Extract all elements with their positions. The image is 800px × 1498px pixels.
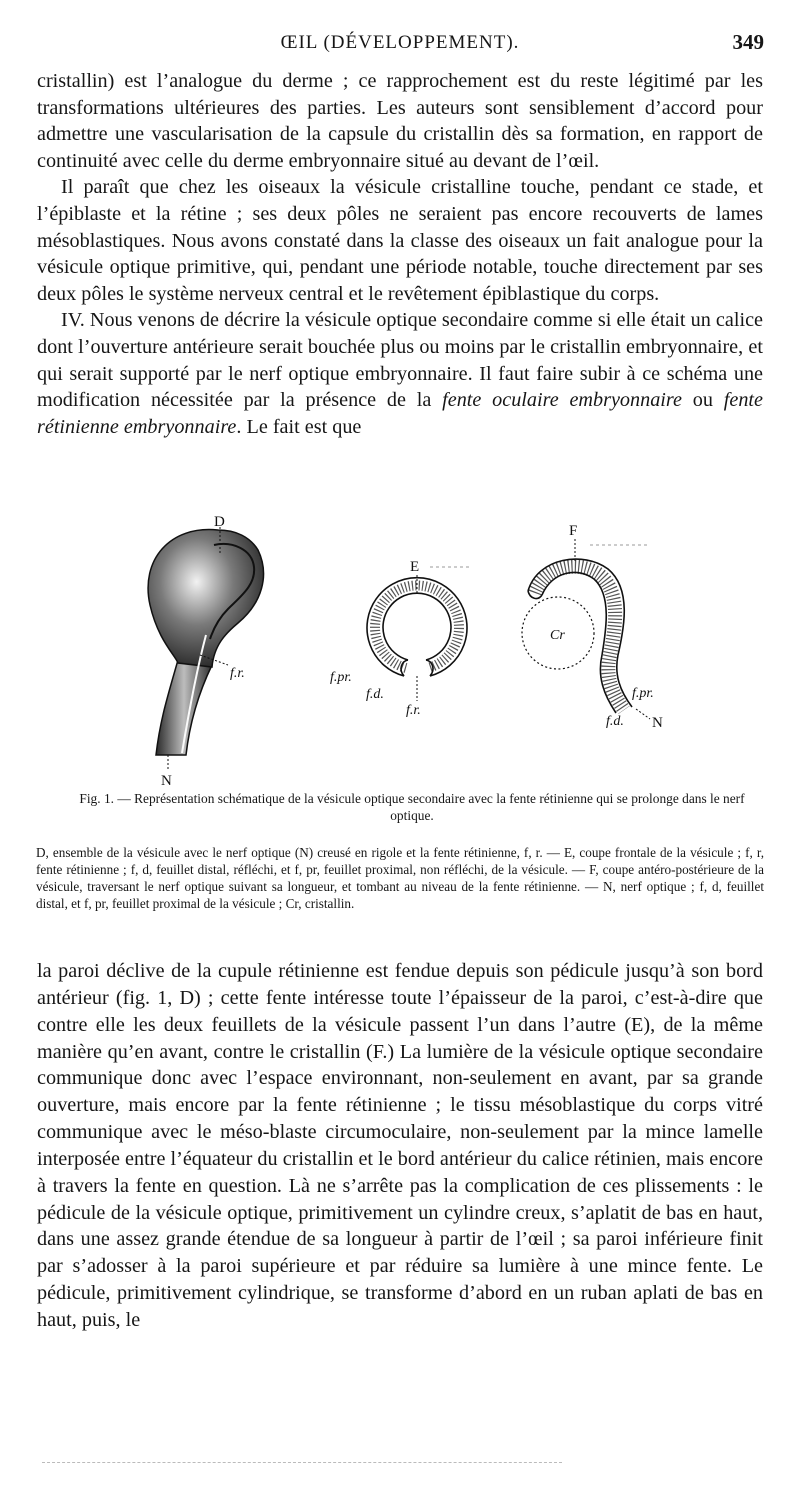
figure-caption-number: Fig. 1. [79,791,114,806]
figure-legend-text: D, ensemble de la vésicule avec le nerf optique (N) creusé en rigole et la fente rétinienne, f, r. — E, coupe frontale de la vésicule ; f, r, fente rétinienne ; f, d, feuillet distal, réfléchi, et f, pr, feuillet proximal, non réfléchi, de la vésicule. — F, coupe antéro-postérieure de la vésicule, traversant le nerf optique suivant sa longueur, et tombant au niveau de la fente rétinienne. — N, nerf optique ; f, d, feuillet distal, et f, pr, feuillet proximal de la vésicule ; Cr, cristallin. [36,845,764,911]
drawing-e-frontal-section [367,567,470,701]
label-fr-left: f.r. [230,666,245,681]
paragraph-iv-text-3: . Le fait est que [236,415,362,438]
paragraph-iv-text-1: IV. Nous venons de décrire la vésicule optique secondaire comme si elle était un calice dont l’ouverture antérieure serait bouchée plus ou moins par le cristallin embryonnaire, et qui serait supporté par le nerf optique embryonnaire. Il faut faire subir à ce schéma une modification nécessitée par la présence de la [37,309,763,412]
text-block-top [37,68,763,440]
figure-1-illustration [0,505,800,790]
label-fd-mid: f.d. [366,687,384,702]
label-n-left: N [161,773,172,789]
ring-e-hatch [375,585,459,668]
figure-legend [36,844,764,912]
section-f-wall [535,567,624,710]
figure-caption-text: — Représentation schématique de la vésicule optique secondaire avec la fente rétinienne qui se prolonge dans le nerf optique. [114,791,745,823]
pointer-n-right [636,709,650,719]
running-head: ŒIL (DÉVELOPPEMENT). [280,32,520,53]
label-d: D [214,514,225,530]
page-number: 349 [732,30,764,54]
figure-1 [0,505,800,790]
label-fr-mid: f.r. [406,703,421,718]
drawing-d-vesicle [148,527,263,771]
paragraph-2: Il paraît que chez les oiseaux la vésicule cristalline touche, pendant ce stade, et l’épiblaste et la rétine ; ses deux pôles ne seraient pas encore recouverts de lames mésoblastiques. Nous avons constaté dans la classe des oiseaux un fait analogue pour la vésicule optique primitive, qui, pendant une période notable, touche directement par ses deux pôles le système nerveux central et le revêtement épiblastique du corps. [37,176,763,305]
label-fpr-mid: f.pr. [330,670,352,685]
paragraph-iv [37,307,763,440]
paragraph-iv-italic-1: fente oculaire embryonnaire [442,389,682,412]
label-f: F [569,523,578,539]
footer-rule [42,1462,562,1463]
figure-caption [62,790,762,824]
vesicle-d-cup [148,530,263,667]
paragraph-iv-italic-2: fente rétinienne embryonnaire [37,389,763,438]
page-header [0,30,800,60]
label-cr: Cr [550,628,565,643]
text-block-bottom [37,958,763,1334]
label-n-right: N [652,715,663,731]
paragraph-iv-text-2: ou [681,389,724,412]
drawing-f-section [522,539,650,719]
label-fpr-right: f.pr. [632,686,654,701]
paragraph-1: cristallin) est l’analogue du derme ; ce rapprochement est du reste légitimé par les transformations ultérieures des parties. Les auteurs sont sensiblement d’accord pour admettre une vascularisation de la capsule du cristallin dès sa formation, en rapport de continuité avec celle du derme embryonnaire situé au devant de l’œil. [37,70,763,172]
label-fd-right: f.d. [606,714,624,729]
paragraph-continuation: la paroi déclive de la cupule rétinienne est fendue depuis son pédicule jusqu’à son bord antérieur (fig. 1, D) ; cette fente intéresse toute l’épaisseur de la paroi, c’est-à-dire que contre elle les deux feuillets de la vésicule passent l’un dans l’autre (E), de la même manière qu’en avant, contre le cristallin (F.) La lumière de la vésicule optique secondaire communique donc avec l’espace environnant, non-seulement en avant, par sa grande ouverture, mais encore par la fente rétinienne ; le tissu mésoblastique du corps vitré communique avec le méso-blaste circumoculaire, non-seulement par la mince lamelle interposée entre l’équateur du cristallin et le bord antérieur du calice rétinien, mais encore à travers la fente en question. Là ne s’arrête pas la complication de ces plissements : le pédicule de la vésicule optique, primitivement un cylindre creux, s’aplatit de bas en haut, dans une assez grande étendue de sa longueur à partir de l’œil ; sa paroi inférieure finit par s’adosser à la paroi supérieure et par réduire sa lumière à une mince fente. Le pédicule, primitivement cylindrique, se transforme d’abord en un ruban aplati de bas en haut, puis, le [37,960,763,1331]
ring-e-inner [383,593,451,660]
label-e: E [410,559,420,575]
